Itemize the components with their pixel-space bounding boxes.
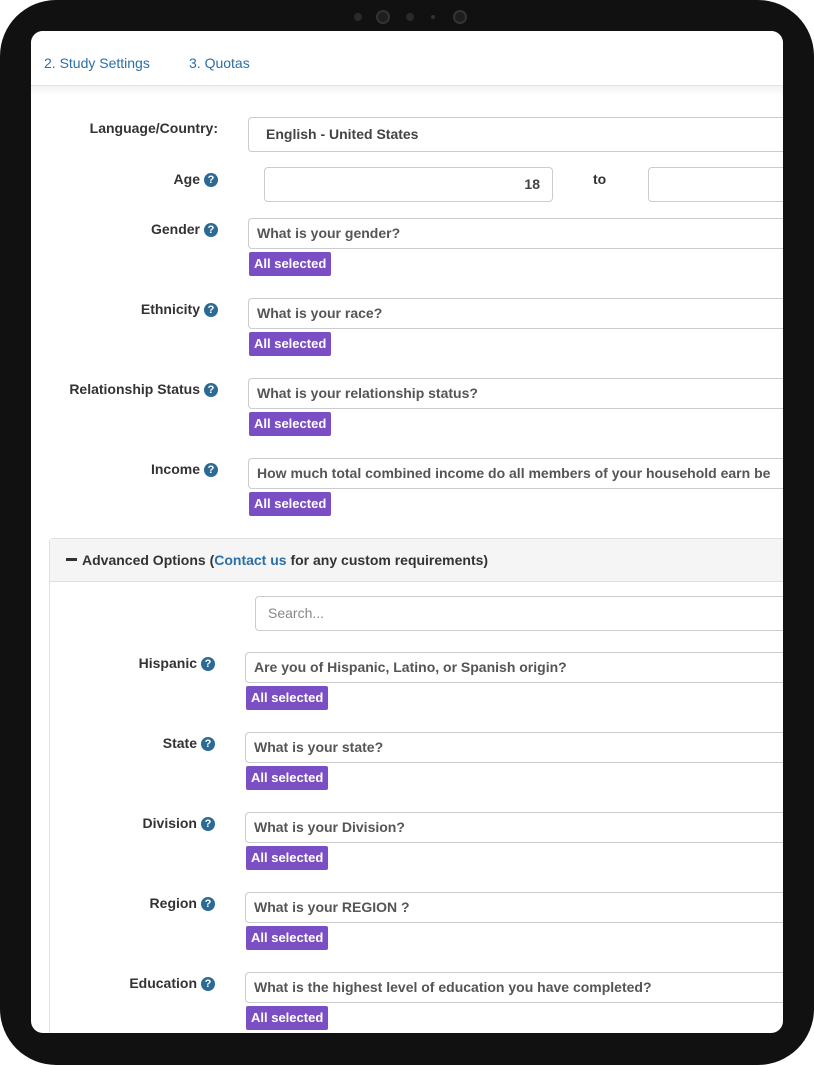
advanced-options-header[interactable]: [50, 539, 783, 582]
sensor-icon: [406, 13, 414, 21]
region-select[interactable]: What is your REGION ?: [245, 892, 783, 923]
contact-us-link[interactable]: Contact us: [214, 552, 287, 568]
language-country-label: Language/Country:: [89, 120, 218, 136]
collapse-minus-icon[interactable]: [66, 558, 77, 561]
age-label-text: Age: [173, 171, 200, 187]
help-icon[interactable]: ?: [204, 223, 218, 237]
age-to-label: to: [593, 171, 607, 187]
help-icon[interactable]: ?: [201, 657, 215, 671]
hispanic-all-selected-badge[interactable]: All selected: [246, 686, 328, 710]
division-label-text: Division: [142, 815, 197, 831]
education-label: [31, 975, 215, 991]
help-icon[interactable]: ?: [201, 817, 215, 831]
state-label-text: State: [162, 735, 197, 751]
camera-icon: [376, 10, 390, 24]
age-to-input[interactable]: [648, 167, 783, 202]
relationship-select[interactable]: What is your relationship status?: [248, 378, 783, 409]
age-from-input[interactable]: 18: [264, 167, 553, 202]
advanced-search-input[interactable]: Search...: [255, 596, 783, 631]
division-all-selected-badge[interactable]: All selected: [246, 846, 328, 870]
relationship-all-selected-badge[interactable]: All selected: [249, 412, 331, 436]
income-label: [31, 461, 218, 477]
relationship-label-text: Relationship Status: [69, 381, 200, 397]
ethnicity-select[interactable]: What is your race?: [248, 298, 783, 329]
help-icon[interactable]: ?: [201, 897, 215, 911]
region-label-text: Region: [149, 895, 197, 911]
light-sensor-icon: [431, 15, 435, 19]
state-all-selected-badge[interactable]: All selected: [246, 766, 328, 790]
division-select[interactable]: What is your Division?: [245, 812, 783, 843]
ethnicity-label-text: Ethnicity: [140, 301, 200, 317]
step-tabs: [31, 31, 783, 86]
education-select[interactable]: What is the highest level of education you have completed?: [245, 972, 783, 1003]
income-all-selected-badge[interactable]: All selected: [249, 492, 331, 516]
state-select[interactable]: What is your state?: [245, 732, 783, 763]
ethnicity-all-selected-badge[interactable]: All selected: [249, 332, 331, 356]
screen: [31, 31, 783, 1033]
ethnicity-label: [31, 301, 218, 317]
advanced-options-title: Advanced Options (: [82, 552, 215, 568]
gender-all-selected-badge[interactable]: All selected: [249, 252, 331, 276]
help-icon[interactable]: ?: [204, 463, 218, 477]
state-label: [31, 735, 215, 751]
tab-quotas[interactable]: 3. Quotas: [189, 55, 250, 71]
camera-icon: [453, 10, 467, 24]
advanced-options-suffix: for any custom requirements): [286, 552, 489, 568]
gender-select[interactable]: What is your gender?: [248, 218, 783, 249]
hispanic-select[interactable]: Are you of Hispanic, Latino, or Spanish origin?: [245, 652, 783, 683]
age-label: [31, 171, 218, 187]
education-label-text: Education: [129, 975, 197, 991]
hispanic-label-text: Hispanic: [138, 655, 197, 671]
help-icon[interactable]: ?: [204, 383, 218, 397]
help-icon[interactable]: ?: [204, 173, 218, 187]
tab-study-settings[interactable]: 2. Study Settings: [44, 55, 150, 71]
gender-label-text: Gender: [150, 221, 200, 237]
income-label-text: Income: [150, 461, 200, 477]
region-all-selected-badge[interactable]: All selected: [246, 926, 328, 950]
help-icon[interactable]: ?: [204, 303, 218, 317]
gender-label: [31, 221, 218, 237]
education-all-selected-badge[interactable]: All selected: [246, 1006, 328, 1030]
hispanic-label: [31, 655, 215, 671]
language-country-select[interactable]: English - United States: [248, 117, 783, 152]
sensor-icon: [354, 13, 362, 21]
division-label: [31, 815, 215, 831]
region-label: [31, 895, 215, 911]
income-select[interactable]: How much total combined income do all members of your household earn be: [248, 458, 783, 489]
camera-bar: [0, 8, 814, 26]
help-icon[interactable]: ?: [201, 737, 215, 751]
help-icon[interactable]: ?: [201, 977, 215, 991]
tabs-divider: [31, 86, 783, 96]
relationship-label: [31, 381, 218, 397]
